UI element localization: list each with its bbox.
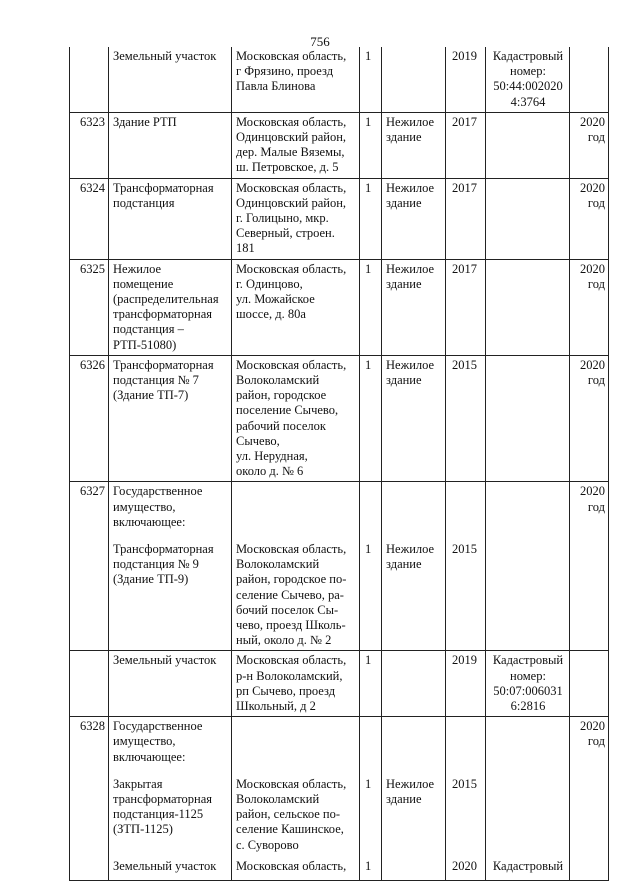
transfer-year <box>570 857 609 881</box>
object-name: Земельный участок <box>109 857 232 881</box>
transfer-year <box>570 775 609 857</box>
transfer-year <box>570 651 609 717</box>
transfer-year: 2020 год <box>570 482 609 540</box>
row-number <box>70 857 109 881</box>
cadastral-number: Кадастровый <box>486 857 570 881</box>
object-quantity: 1 <box>360 540 382 651</box>
object-address <box>232 717 360 775</box>
object-type: Нежилое здание <box>382 775 446 857</box>
object-quantity: 1 <box>360 651 382 717</box>
object-address: Московская область, Волоколамский район, сельское по- селение Кашинское, с. Суворово <box>232 775 360 857</box>
object-address <box>232 482 360 540</box>
table-row <box>70 178 609 259</box>
object-address: Московская область, Одинцовский район, г. Голицыно, мкр. Северный, строен. 181 <box>232 178 360 259</box>
cadastral-number <box>486 259 570 355</box>
object-quantity: 1 <box>360 47 382 112</box>
object-name: Здание РТП <box>109 112 232 178</box>
object-quantity: 1 <box>360 355 382 482</box>
object-quantity <box>360 717 382 775</box>
object-name: Трансформаторная подстанция № 7 (Здание ТП-7) <box>109 355 232 482</box>
object-quantity: 1 <box>360 857 382 881</box>
object-name: Трансформаторная подстанция № 9 (Здание ТП-9) <box>109 540 232 651</box>
object-type: Нежилое здание <box>382 178 446 259</box>
cadastral-number <box>486 717 570 775</box>
row-number: 6326 <box>70 355 109 482</box>
object-year <box>446 482 486 540</box>
table-row <box>70 112 609 178</box>
object-type: Нежилое здание <box>382 259 446 355</box>
object-year: 2015 <box>446 355 486 482</box>
object-type: Нежилое здание <box>382 355 446 482</box>
row-number: 6324 <box>70 178 109 259</box>
cadastral-number: Кадастровый номер: 50:07:006031 6:2816 <box>486 651 570 717</box>
object-type <box>382 717 446 775</box>
row-number: 6327 <box>70 482 109 540</box>
object-year <box>446 717 486 775</box>
object-quantity: 1 <box>360 775 382 857</box>
cadastral-number <box>486 112 570 178</box>
row-number <box>70 47 109 112</box>
object-address: Московская область, р-н Волоколамский, рп Сычево, проезд Школьный, д 2 <box>232 651 360 717</box>
object-address: Московская область, Волоколамский район, городское по- селение Сычево, ра- бочий поселок Сы- чево, проезд Школь- ный, около д. № 2 <box>232 540 360 651</box>
row-number: 6328 <box>70 717 109 775</box>
object-type <box>382 47 446 112</box>
object-name: Закрытая трансформаторная подстанция-1125 (ЗТП-1125) <box>109 775 232 857</box>
object-name: Нежилое помещение (распределительная трансформаторная подстанция – РТП-51080) <box>109 259 232 355</box>
row-number <box>70 775 109 857</box>
cadastral-number <box>486 540 570 651</box>
object-year: 2020 <box>446 857 486 881</box>
object-address: Московская область, <box>232 857 360 881</box>
object-type <box>382 651 446 717</box>
object-type <box>382 482 446 540</box>
table-row <box>70 355 609 482</box>
table-row <box>70 482 609 540</box>
cadastral-number <box>486 178 570 259</box>
transfer-year: 2020 год <box>570 112 609 178</box>
object-name: Государственное имущество, включающее: <box>109 717 232 775</box>
object-year: 2017 <box>446 112 486 178</box>
page-number: 756 <box>310 34 330 49</box>
object-year: 2019 <box>446 47 486 112</box>
object-name: Земельный участок <box>109 47 232 112</box>
cadastral-number <box>486 482 570 540</box>
cadastral-number <box>486 355 570 482</box>
object-year: 2019 <box>446 651 486 717</box>
transfer-year: 2020 год <box>570 355 609 482</box>
object-year: 2015 <box>446 540 486 651</box>
row-number: 6323 <box>70 112 109 178</box>
object-name: Земельный участок <box>109 651 232 717</box>
table-row <box>70 717 609 775</box>
transfer-year: 2020 год <box>570 259 609 355</box>
object-type <box>382 857 446 881</box>
object-quantity: 1 <box>360 178 382 259</box>
table-row <box>70 857 609 881</box>
object-year: 2015 <box>446 775 486 857</box>
table-row <box>70 47 609 112</box>
table-row <box>70 540 609 651</box>
object-name: Трансформаторная подстанция <box>109 178 232 259</box>
object-type: Нежилое здание <box>382 540 446 651</box>
table-row <box>70 259 609 355</box>
row-number: 6325 <box>70 259 109 355</box>
transfer-year: 2020 год <box>570 717 609 775</box>
object-name: Государственное имущество, включающее: <box>109 482 232 540</box>
object-quantity: 1 <box>360 112 382 178</box>
row-number <box>70 540 109 651</box>
transfer-year <box>570 540 609 651</box>
object-quantity: 1 <box>360 259 382 355</box>
row-number <box>70 651 109 717</box>
property-registry-table <box>69 47 609 881</box>
object-address: Московская область, г Фрязино, проезд Павла Блинова <box>232 47 360 112</box>
object-address: Московская область, Одинцовский район, дер. Малые Вяземы, ш. Петровское, д. 5 <box>232 112 360 178</box>
object-address: Московская область, Волоколамский район, городское поселение Сычево, рабочий поселок Сычево, ул. Нерудная, около д. № 6 <box>232 355 360 482</box>
cadastral-number: Кадастровый номер: 50:44:002020 4:3764 <box>486 47 570 112</box>
transfer-year <box>570 47 609 112</box>
cadastral-number <box>486 775 570 857</box>
transfer-year: 2020 год <box>570 178 609 259</box>
table-row <box>70 651 609 717</box>
object-year: 2017 <box>446 178 486 259</box>
object-type: Нежилое здание <box>382 112 446 178</box>
object-address: Московская область, г. Одинцово, ул. Можайское шоссе, д. 80а <box>232 259 360 355</box>
object-quantity <box>360 482 382 540</box>
object-year: 2017 <box>446 259 486 355</box>
table-row <box>70 775 609 857</box>
